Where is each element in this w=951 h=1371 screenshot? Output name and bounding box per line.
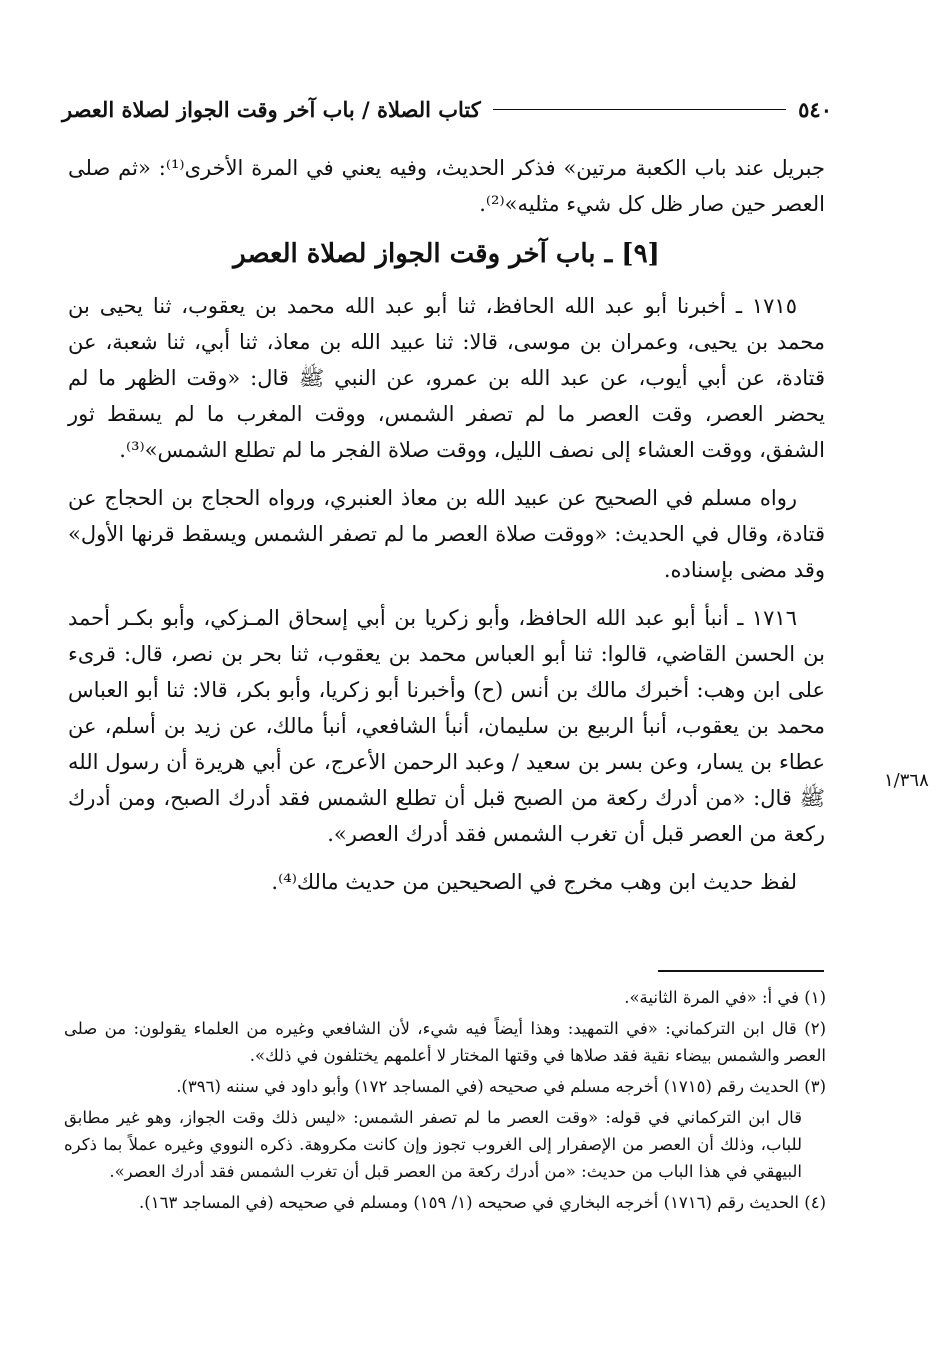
hadith-1715: ١٧١٥ ـ أخبرنا أبو عبد الله الحافظ، ثنا أبو عبد الله محمد بن يعقوب، ثنا يحيى بن محمد بن يحيى، وعمران بن موسى، قالا: ثنا عبيد الله بن معاذ، ثنا أبي، ثنا شعبة، عن قتادة، عن أبي أيوب، عن عبد الله بن عمرو، عن النبي ﷺ قال: «وقت الظهر ما لم يحضر العصر، وقت العصر ما لم تصفر الشمس، ووقت المغرب ما لم يسقط ثور الشفق، ووقت العشاء إلى نصف الليل، ووقت صلاة الفجر ما لم تطلع الشمس»⁽³⁾. <box>68 294 825 462</box>
footnote-3: (٣) الحديث رقم (١٧١٥) أخرجه مسلم في صحيحه (في المساجد ١٧٢) وأبو داود في سننه (٣٩٦). <box>176 1077 826 1096</box>
running-title: كتاب الصلاة / باب آخر وقت الجواز لصلاة العصر <box>62 96 481 122</box>
footnote-2: (٢) قال ابن التركماني: «في التمهيد: وهذا أيضاً فيه شيء، لأن الشافعي وغيره من العلماء يقولون: من صلى العصر والشمس بيضاء نقية فقد صلاها في وقتها المختار لا أعلمهم يختلفون في ذلك». <box>64 1019 826 1065</box>
footnote-3-continuation: قال ابن التركماني في قوله: «وقت العصر ما لم تصفر الشمس: «ليس ذلك وقت الجواز، وهو غير مطابق للباب، وذلك أن العصر من الإصفرار إلى الغروب تجوز وإن كانت مكروهة. ذكره النووي وغيره عملاً بما ذكره البيهقي في هذا الباب من حديث: «من أدرك ركعة من العصر قبل أن تغرب الشمس فقد أدرك العصر». <box>64 1108 802 1181</box>
commentary-paragraph: رواه مسلم في الصحيح عن عبيد الله بن معاذ العنبري، ورواه الحجاج بن الحجاج عن قتادة، وقال في الحديث: «ووقت صلاة العصر ما لم تصفر الشمس ويسقط قرنها الأول» وقد مضى بإسناده. <box>68 486 825 582</box>
footnote-1: (١) في أ: «في المرة الثانية». <box>624 988 826 1007</box>
closing-paragraph: لفظ حديث ابن وهب مخرج في الصحيحين من حديث مالك⁽⁴⁾. <box>271 870 797 894</box>
intro-paragraph: جبريل عند باب الكعبة مرتين» فذكر الحديث، وفيه يعني في المرة الأخرى⁽¹⁾: «ثم صلى العصر حين صار ظل كل شيء مثليه»⁽²⁾. <box>68 156 825 216</box>
margin-reference: ١/٣٦٨ <box>884 770 929 791</box>
footnote-rule <box>658 970 824 972</box>
header-rule <box>493 109 786 110</box>
chapter-title: [٩] ـ باب آخر وقت الجواز لصلاة العصر <box>233 239 660 269</box>
footnotes <box>64 984 826 1220</box>
hadith-1716: ١٧١٦ ـ أنبأ أبو عبد الله الحافظ، وأبو زكريا بن أبي إسحاق المـزكي، وأبو بكـر أحمد بن الحسن القاضي، قالوا: ثنا أبو العباس محمد بن يعقوب، ثنا بحر بن نصر، قال: قرىء على ابن وهب: أخبرك مالك بن أنس (ح) وأخبرنا أبو زكريا، وأبو بكر، قالا: ثنا أبو العباس محمد بن يعقوب، أنبأ الربيع بن سليمان، أنبأ الشافعي، أنبأ مالك، عن زيد بن أسلم، عن عطاء بن يسار، وعن بسر بن سعيد / وعبد الرحمن الأعرج، عن أبي هريرة أن رسول الله ﷺ قال: «من أدرك ركعة من الصبح قبل أن تطلع الشمس فقد أدرك الصبح، ومن أدرك ركعة من العصر قبل أن تغرب الشمس فقد أدرك العصر». <box>68 606 825 846</box>
page-number: ٥٤٠ <box>798 96 832 122</box>
main-text <box>68 150 825 912</box>
footnote-4: (٤) الحديث رقم (١٧١٦) أخرجه البخاري في صحيحه (١/ ١٥٩) ومسلم في صحيحه (في المساجد ١٦٣). <box>139 1193 826 1212</box>
page-header <box>62 92 832 126</box>
